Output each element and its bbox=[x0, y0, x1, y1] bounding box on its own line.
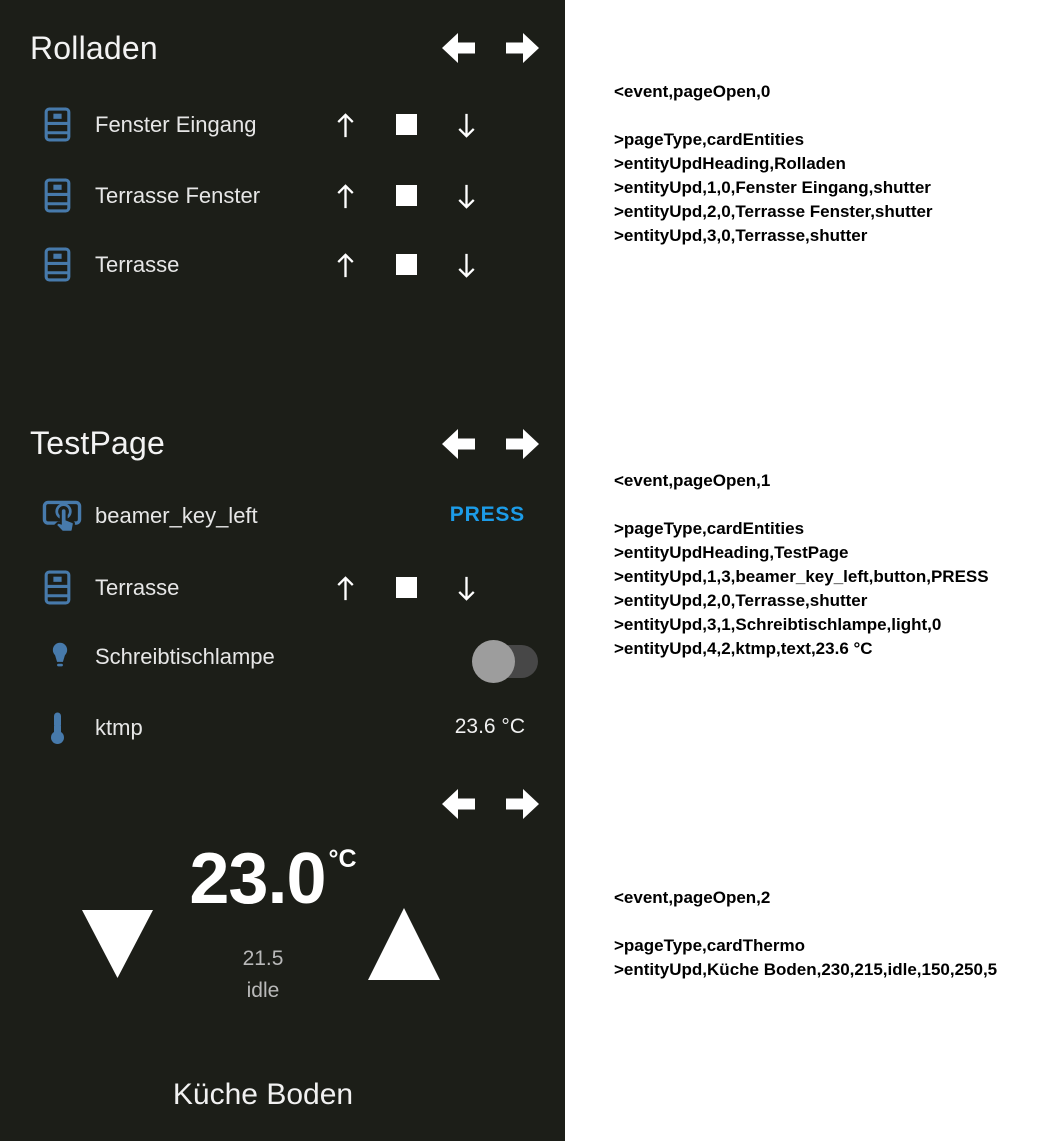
protocol-event-line: <event,pageOpen,1 bbox=[614, 471, 771, 490]
window-shutter-icon bbox=[44, 107, 71, 142]
entity-label: Fenster Eingang bbox=[95, 112, 257, 137]
protocol-line: >entityUpd,2,0,Terrasse Fenster,shutter bbox=[614, 202, 933, 221]
nav-prev-icon[interactable] bbox=[441, 788, 475, 820]
shutter-stop-icon[interactable] bbox=[396, 185, 417, 206]
entity-label: Terrasse bbox=[95, 575, 180, 600]
protocol-event-line: <event,pageOpen,2 bbox=[614, 888, 771, 907]
thermometer-icon bbox=[49, 711, 66, 745]
protocol-gap bbox=[614, 104, 1044, 128]
protocol-line: >entityUpd,1,0,Fenster Eingang,shutter bbox=[614, 178, 931, 197]
temperature-unit: °C bbox=[328, 845, 357, 873]
thermostat-name: Küche Boden bbox=[172, 1078, 354, 1111]
target-temperature: 21.5 bbox=[242, 947, 284, 970]
nav-next-icon[interactable] bbox=[506, 788, 540, 820]
shutter-stop-icon[interactable] bbox=[396, 254, 417, 275]
nav-prev-icon[interactable] bbox=[441, 428, 475, 460]
protocol-line: >entityUpd,3,0,Terrasse,shutter bbox=[614, 226, 868, 245]
press-button[interactable]: PRESS bbox=[449, 503, 525, 526]
entity-label: Terrasse bbox=[95, 252, 180, 277]
entity-label: ktmp bbox=[95, 715, 143, 740]
entity-row-fenster-eingang bbox=[0, 103, 565, 147]
protocol-gap bbox=[614, 493, 1044, 517]
protocol-line: >entityUpd,3,1,Schreibtischlampe,light,0 bbox=[614, 615, 942, 634]
shutter-up-icon[interactable] bbox=[333, 573, 358, 604]
gesture-tap-button-icon bbox=[42, 496, 82, 536]
lightbulb-icon bbox=[47, 640, 73, 674]
temp-down-icon[interactable] bbox=[82, 910, 153, 978]
window-shutter-icon bbox=[44, 178, 71, 213]
current-temperature-value: 23.0 bbox=[189, 839, 326, 919]
protocol-line: >pageType,cardEntities bbox=[614, 130, 805, 149]
nav-prev-icon[interactable] bbox=[441, 32, 475, 64]
shutter-down-icon[interactable] bbox=[454, 181, 479, 212]
entity-row-schreibtischlampe bbox=[0, 635, 565, 679]
window-shutter-icon bbox=[44, 247, 71, 282]
protocol-line: >pageType,cardThermo bbox=[614, 936, 805, 955]
entity-row-ktmp bbox=[0, 706, 565, 750]
protocol-block-2 bbox=[614, 886, 1044, 982]
protocol-line: >pageType,cardEntities bbox=[614, 519, 805, 538]
window-shutter-icon bbox=[44, 570, 71, 605]
card-heading-rolladen: Rolladen bbox=[30, 30, 158, 66]
shutter-down-icon[interactable] bbox=[454, 250, 479, 281]
shutter-stop-icon[interactable] bbox=[396, 114, 417, 135]
shutter-stop-icon[interactable] bbox=[396, 577, 417, 598]
nav-next-icon[interactable] bbox=[506, 428, 540, 460]
sensor-value: 23.6 °C bbox=[454, 715, 525, 738]
entity-row-beamer-key-left bbox=[0, 494, 565, 538]
protocol-gap bbox=[614, 910, 1044, 934]
shutter-down-icon[interactable] bbox=[454, 573, 479, 604]
entity-row-terrasse-fenster bbox=[0, 174, 565, 218]
entity-label: Schreibtischlampe bbox=[95, 644, 275, 669]
protocol-line: >entityUpdHeading,TestPage bbox=[614, 543, 849, 562]
card-heading-testpage: TestPage bbox=[30, 425, 166, 461]
toggle-knob bbox=[472, 640, 515, 683]
shutter-up-icon[interactable] bbox=[333, 250, 358, 281]
protocol-block-1 bbox=[614, 469, 1044, 661]
shutter-down-icon[interactable] bbox=[454, 110, 479, 141]
protocol-block-0 bbox=[614, 80, 1044, 248]
light-toggle-off[interactable] bbox=[472, 635, 538, 679]
shutter-up-icon[interactable] bbox=[333, 110, 358, 141]
entity-label: Terrasse Fenster bbox=[95, 183, 261, 208]
protocol-line: >entityUpd,Küche Boden,230,215,idle,150,250,5 bbox=[614, 960, 998, 979]
entity-row-terrasse bbox=[0, 243, 565, 287]
entity-row-terrasse-2 bbox=[0, 566, 565, 610]
current-temperature bbox=[168, 839, 378, 919]
protocol-event-line: <event,pageOpen,0 bbox=[614, 82, 771, 101]
temp-up-icon[interactable] bbox=[368, 908, 440, 980]
protocol-line: >entityUpdHeading,Rolladen bbox=[614, 154, 846, 173]
shutter-up-icon[interactable] bbox=[333, 181, 358, 212]
protocol-line: >entityUpd,1,3,beamer_key_left,button,PRESS bbox=[614, 567, 989, 586]
protocol-line: >entityUpd,2,0,Terrasse,shutter bbox=[614, 591, 868, 610]
protocol-line: >entityUpd,4,2,ktmp,text,23.6 °C bbox=[614, 639, 873, 658]
hvac-state: idle bbox=[246, 979, 280, 1002]
nav-next-icon[interactable] bbox=[506, 32, 540, 64]
entity-label: beamer_key_left bbox=[95, 503, 258, 528]
